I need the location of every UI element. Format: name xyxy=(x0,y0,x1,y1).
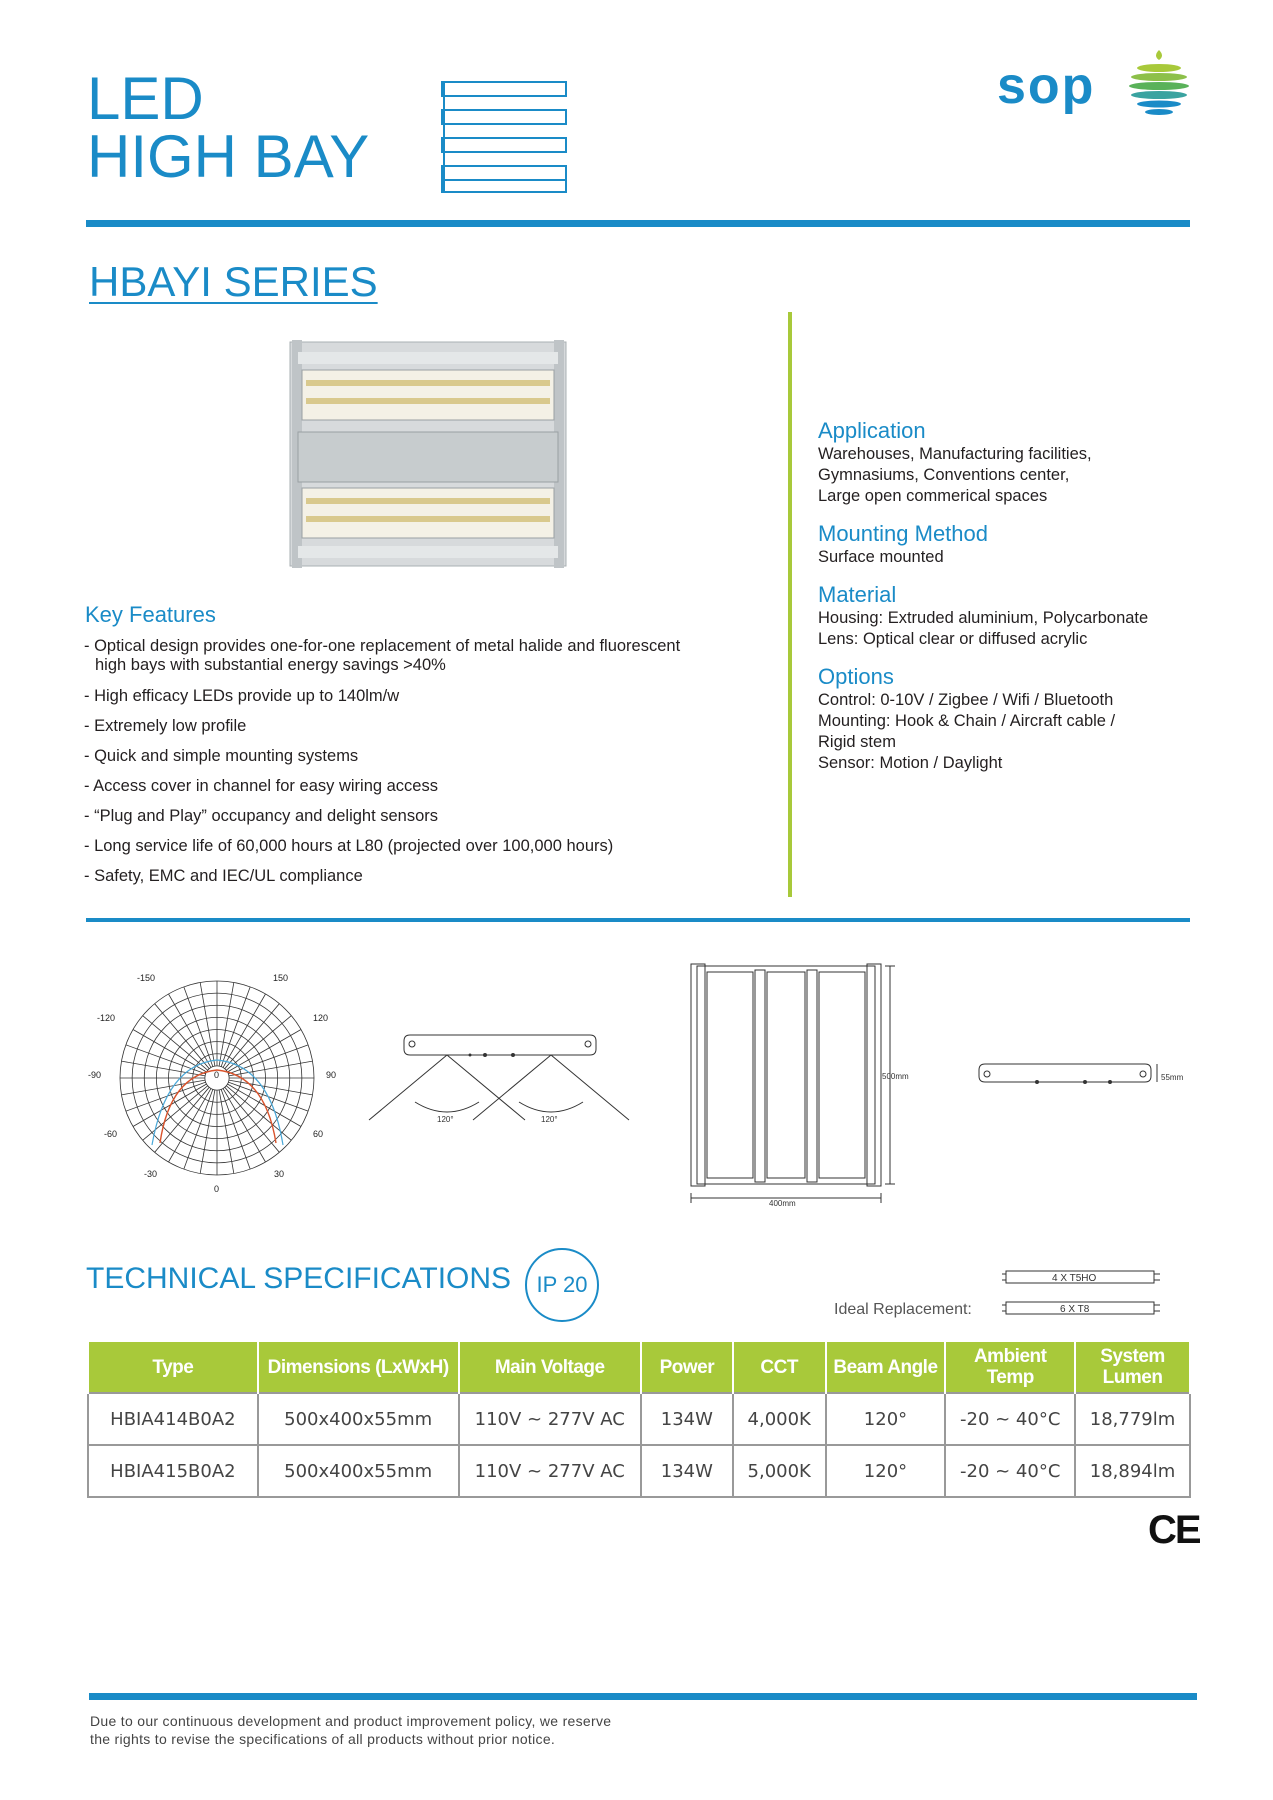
table-cell: 120° xyxy=(826,1445,946,1497)
feature-item: high bays with substantial energy savings >40% xyxy=(95,656,446,674)
ideal-replacement-label: Ideal Replacement: xyxy=(834,1301,972,1318)
polar-spoke xyxy=(143,1086,208,1141)
material-line: Housing: Extruded aluminium, Polycarbonate xyxy=(818,609,1149,627)
spec-header-row xyxy=(88,1341,1190,1393)
polar-label: 60 xyxy=(313,1129,324,1139)
column-header: Main Voltage xyxy=(459,1341,641,1393)
polar-label: 150 xyxy=(273,973,289,983)
polar-spoke xyxy=(143,1016,208,1071)
polar-spoke xyxy=(229,1061,313,1076)
page-title xyxy=(87,65,370,190)
polar-label: -30 xyxy=(144,1169,158,1179)
column-header: Ambient Temp xyxy=(945,1341,1075,1393)
brand-wordmark: sop xyxy=(997,57,1096,115)
polar-label: -90 xyxy=(88,1070,102,1080)
polar-spoke xyxy=(200,1090,215,1174)
polar-label: 90 xyxy=(326,1070,337,1080)
polar-spoke xyxy=(184,1089,213,1169)
mounting-line: Surface mounted xyxy=(818,548,944,566)
table-row xyxy=(88,1393,1190,1445)
polar-label: -150 xyxy=(137,973,156,983)
table-cell: -20 ~ 40°C xyxy=(945,1445,1075,1497)
material-line: Lens: Optical clear or diffused acrylic xyxy=(818,630,1088,648)
column-header: Power xyxy=(641,1341,733,1393)
feature-item: - “Plug and Play” occupancy and delight sensors xyxy=(84,807,439,825)
dimension-height: 500mm xyxy=(882,1072,909,1081)
table-cell: 500x400x55mm xyxy=(258,1393,459,1445)
table-cell: 18,894lm xyxy=(1075,1445,1190,1497)
polar-label: 0 xyxy=(214,1070,220,1080)
table-cell: 18,779lm xyxy=(1075,1393,1190,1445)
polar-spoke xyxy=(225,1004,280,1069)
ce-mark: CE xyxy=(1148,1508,1200,1552)
title-line-1: LED xyxy=(87,65,204,132)
column-header: Dimensions (LxWxH) xyxy=(258,1341,459,1393)
column-header: Type xyxy=(88,1341,258,1393)
spec-table xyxy=(87,1340,1191,1498)
table-cell: 5,000K xyxy=(733,1445,826,1497)
polar-label: 120 xyxy=(313,1013,329,1023)
header-divider xyxy=(86,220,1190,227)
dimension-depth: 55mm xyxy=(1161,1073,1184,1082)
title-line-2: HIGH BAY xyxy=(87,123,370,190)
table-row xyxy=(88,1445,1190,1497)
table-cell: 134W xyxy=(641,1445,733,1497)
options-line: Rigid stem xyxy=(818,733,896,751)
table-cell: 110V ~ 277V AC xyxy=(459,1445,641,1497)
key-features-heading: Key Features xyxy=(85,602,216,627)
polar-spoke xyxy=(226,1016,291,1071)
tube-label: 6 X T8 xyxy=(1060,1304,1090,1315)
options-heading: Options xyxy=(818,664,894,689)
options-line: Control: 0-10V / Zigbee / Wifi / Bluetooth xyxy=(818,691,1114,709)
beam-angle-label: 120° xyxy=(437,1115,454,1124)
replacement-tubes xyxy=(1000,1268,1170,1318)
ip-rating: IP 20 xyxy=(536,1272,588,1297)
polar-spoke xyxy=(229,1080,313,1095)
polar-spoke xyxy=(221,987,250,1067)
series-title: HBAYI SERIES xyxy=(89,258,378,305)
polar-spoke xyxy=(200,982,215,1066)
footer-disclaimer xyxy=(90,1712,611,1748)
polar-label: 30 xyxy=(274,1169,285,1179)
footer-divider xyxy=(89,1693,1197,1700)
table-cell: 120° xyxy=(826,1393,946,1445)
beam-angle-diagram xyxy=(365,1030,640,1130)
polar-spoke xyxy=(126,1045,206,1074)
polar-spoke xyxy=(221,1089,250,1169)
brand-logo xyxy=(997,56,1197,126)
options-line: Mounting: Hook & Chain / Aircraft cable / xyxy=(818,712,1116,730)
material-heading: Material xyxy=(818,582,897,607)
front-view-drawing xyxy=(685,958,920,1213)
polar-label: 0 xyxy=(214,1184,220,1194)
footer-line: Due to our continuous development and product improvement policy, we reserve xyxy=(90,1713,612,1729)
product-photo xyxy=(288,340,568,568)
feature-item: - Access cover in channel for easy wiring access xyxy=(84,777,438,795)
feature-item: - Safety, EMC and IEC/UL compliance xyxy=(84,867,363,885)
fixture-outline-icon xyxy=(440,80,570,200)
feature-item: - Long service life of 60,000 hours at L80 (projected over 100,000 hours) xyxy=(84,837,614,855)
footer-line: the rights to revise the specifications of all products without prior notice. xyxy=(90,1731,556,1747)
application-line: Warehouses, Manufacturing facilities, xyxy=(818,445,1092,463)
tech-spec-title: TECHNICAL SPECIFICATIONS xyxy=(86,1262,512,1295)
application-line: Large open commerical spaces xyxy=(818,487,1048,505)
polar-label: -60 xyxy=(104,1129,118,1139)
table-cell: 4,000K xyxy=(733,1393,826,1445)
polar-spoke xyxy=(126,1082,206,1111)
column-header: System Lumen xyxy=(1075,1341,1190,1393)
polar-spoke xyxy=(184,987,213,1067)
options-line: Sensor: Motion / Daylight xyxy=(818,754,1003,772)
polar-spoke xyxy=(121,1080,205,1095)
feature-item: - High efficacy LEDs provide up to 140lm/w xyxy=(84,687,400,705)
feature-item: - Extremely low profile xyxy=(84,717,247,735)
right-column xyxy=(818,418,1198,774)
application-line: Gymnasiums, Conventions center, xyxy=(818,466,1070,484)
polar-spoke xyxy=(155,1004,210,1069)
table-cell: 134W xyxy=(641,1393,733,1445)
application-heading: Application xyxy=(818,418,926,443)
table-cell: -20 ~ 40°C xyxy=(945,1393,1075,1445)
globe-icon xyxy=(1124,46,1194,126)
table-cell: 110V ~ 277V AC xyxy=(459,1393,641,1445)
table-cell: HBIA415B0A2 xyxy=(88,1445,258,1497)
feature-item: - Quick and simple mounting systems xyxy=(84,747,359,765)
polar-spoke xyxy=(228,1045,308,1074)
beam-angle-label: 120° xyxy=(541,1115,558,1124)
polar-label: -120 xyxy=(97,1013,116,1023)
polar-spoke xyxy=(155,1087,210,1152)
tube-label: 4 X T5HO xyxy=(1052,1273,1097,1284)
mounting-heading: Mounting Method xyxy=(818,521,988,546)
table-cell: HBIA414B0A2 xyxy=(88,1393,258,1445)
table-cell: 500x400x55mm xyxy=(258,1445,459,1497)
polar-spoke xyxy=(219,1090,234,1174)
side-profile-drawing xyxy=(975,1058,1195,1098)
feature-item: - Optical design provides one-for-one replacement of metal halide and fluorescent xyxy=(84,637,681,655)
column-divider xyxy=(788,312,792,897)
column-header: Beam Angle xyxy=(826,1341,946,1393)
section-divider xyxy=(86,918,1190,922)
ip-rating-badge xyxy=(525,1248,599,1322)
polar-light-distribution-diagram xyxy=(80,965,360,1205)
column-header: CCT xyxy=(733,1341,826,1393)
polar-spoke xyxy=(219,982,234,1066)
dimension-width: 400mm xyxy=(769,1199,796,1208)
